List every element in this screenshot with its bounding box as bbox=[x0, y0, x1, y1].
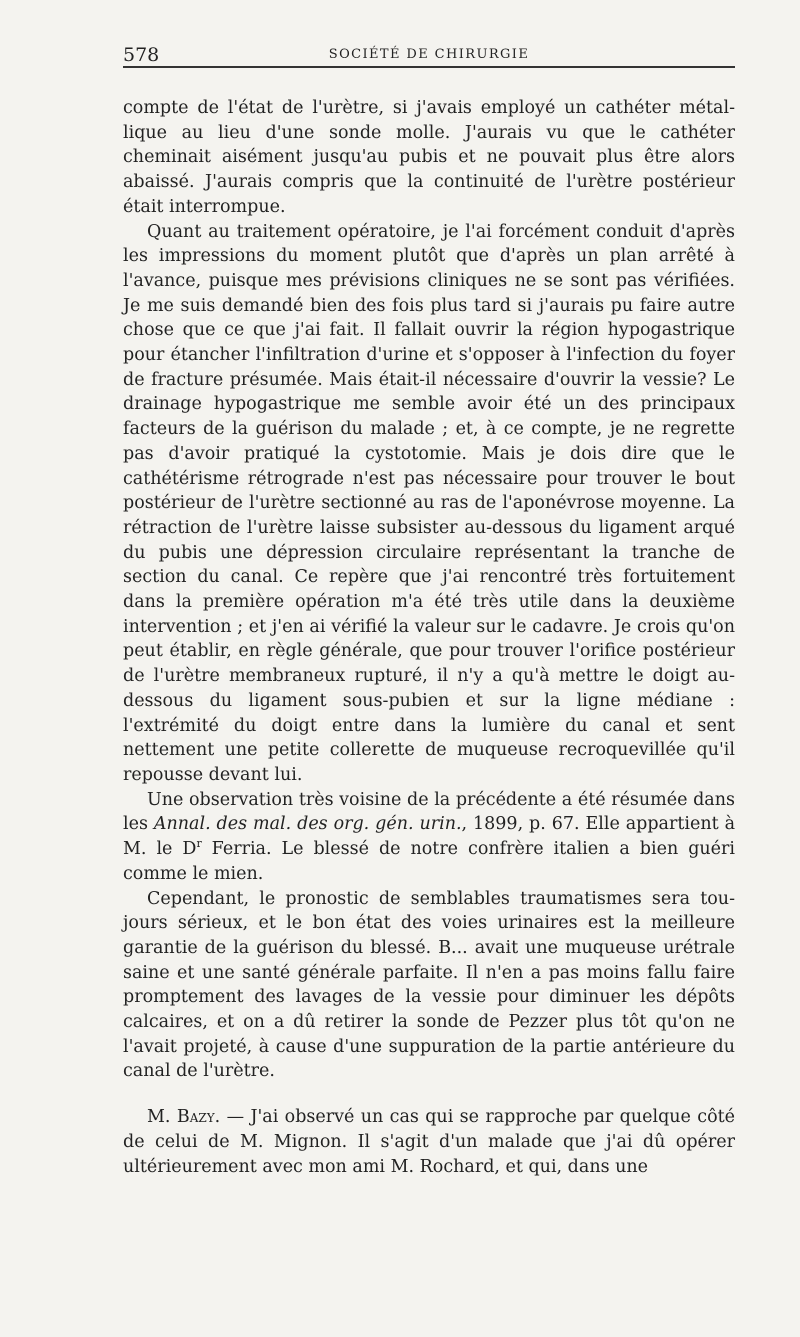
speaker-name: Bazy. bbox=[176, 1107, 221, 1128]
paragraph-treatment: Quant au traitement opératoire, je l'ai forcément conduit d'après les impressions du moment plutôt que d'après un plan arrêté à l'avance, puisque mes prévisions cliniques ne se sont pas vérifiées. Je me suis demandé bien des fois plus tard si j'aurais pu faire autre chose que ce que j'ai fait. Il fallait ouvrir la région hypogastrique pour étancher l'infiltration d'urine et s'opposer à l'infection du foyer de fracture présumée. Mais était-il nécessaire d'ouvrir la vessie? Le drainage hypogastrique me semble avoir été un des principaux facteurs de la guérison du malade ; et, à ce compte, je ne regrette pas d'avoir pratiqué la cystotomie. Mais je dois dire que le cathétérisme rétrograde n'est pas nécessaire pour trouver le bout postérieur de l'urètre sectionné au ras de l'aponévrose moyenne. La rétraction de l'urètre laisse subsister au-dessous du ligament arqué du pubis une dépression circulaire représentant la tranche de section du canal. Ce repère que j'ai rencontré très fortuitement dans la première opération m'a été très utile dans la deuxième intervention ; et j'en ai vérifié la valeur sur le cadavre. Je crois qu'on peut établir, en règle générale, que pour trouver l'orifice postérieur de l'urètre membraneux rupturé, il n'y a qu'à mettre le doigt au-dessous du ligament sous-pubien et sur la ligne médiane : l'extrémité du doigt entre dans la lumière du canal et sent nettement une petite collerette de muqueuse recroquevillée qu'il repousse devant lui. bbox=[123, 221, 735, 785]
paragraph-prognosis: Cependant, le pronostic de semblables traumatismes sera toujours sérieux, et le bon état des voies urinaires est la meilleure garantie de la guérison du blessé. B... avait une muqueuse urétrale saine et une santé générale parfaite. Il n'en a pas moins fallu faire promptement des lavages de la vessie pour diminuer les dépôts calcaires, et on a dû retirer la sonde de Pezzer plus tôt qu'on ne l'avait projeté, à cause d'une suppuration de la partie antérieure du canal de l'urètre. bbox=[123, 888, 735, 1082]
body-text bbox=[123, 96, 735, 1179]
paragraph-continued: compte de l'état de l'urètre, si j'avais employé un cathéter métallique au lieu d'une sonde molle. J'aurais vu que le cathéter cheminait aisément jusqu'au pubis et ne pouvait plus être alors abaissé. J'aurais compris que la continuité de l'urètre postérieur était interrompue. bbox=[123, 98, 735, 217]
bazy-statement: — J'ai observé un cas qui se rapproche par quelque côté de celui de M. Mignon. Il s'agit d'un malade que j'ai dû opérer ultérieurement avec mon ami M. Rochard, et qui, dans une bbox=[123, 1107, 735, 1177]
running-title: SOCIÉTÉ DE CHIRURGIE bbox=[328, 47, 530, 62]
header-rule bbox=[123, 66, 735, 68]
observation-text-end: Ferria. Le blessé de notre confrère italien a bien guéri comme le mien. bbox=[123, 839, 735, 884]
journal-citation: Annal. des mal. des org. gén. urin. bbox=[153, 814, 462, 835]
doctor-abbrev-sup: r bbox=[196, 837, 202, 851]
page-number: 578 bbox=[123, 44, 160, 66]
paragraph-observation bbox=[123, 788, 735, 887]
observation-text-start: Une observation très voisine de la précédente a été résumée dans les bbox=[123, 789, 735, 835]
running-head bbox=[123, 44, 735, 66]
speaker-prefix: M. bbox=[147, 1107, 177, 1128]
paragraph-bazy bbox=[123, 1105, 735, 1179]
observation-text-middle: , 1899, p. 67. Elle appartient à M. le D bbox=[123, 814, 735, 860]
